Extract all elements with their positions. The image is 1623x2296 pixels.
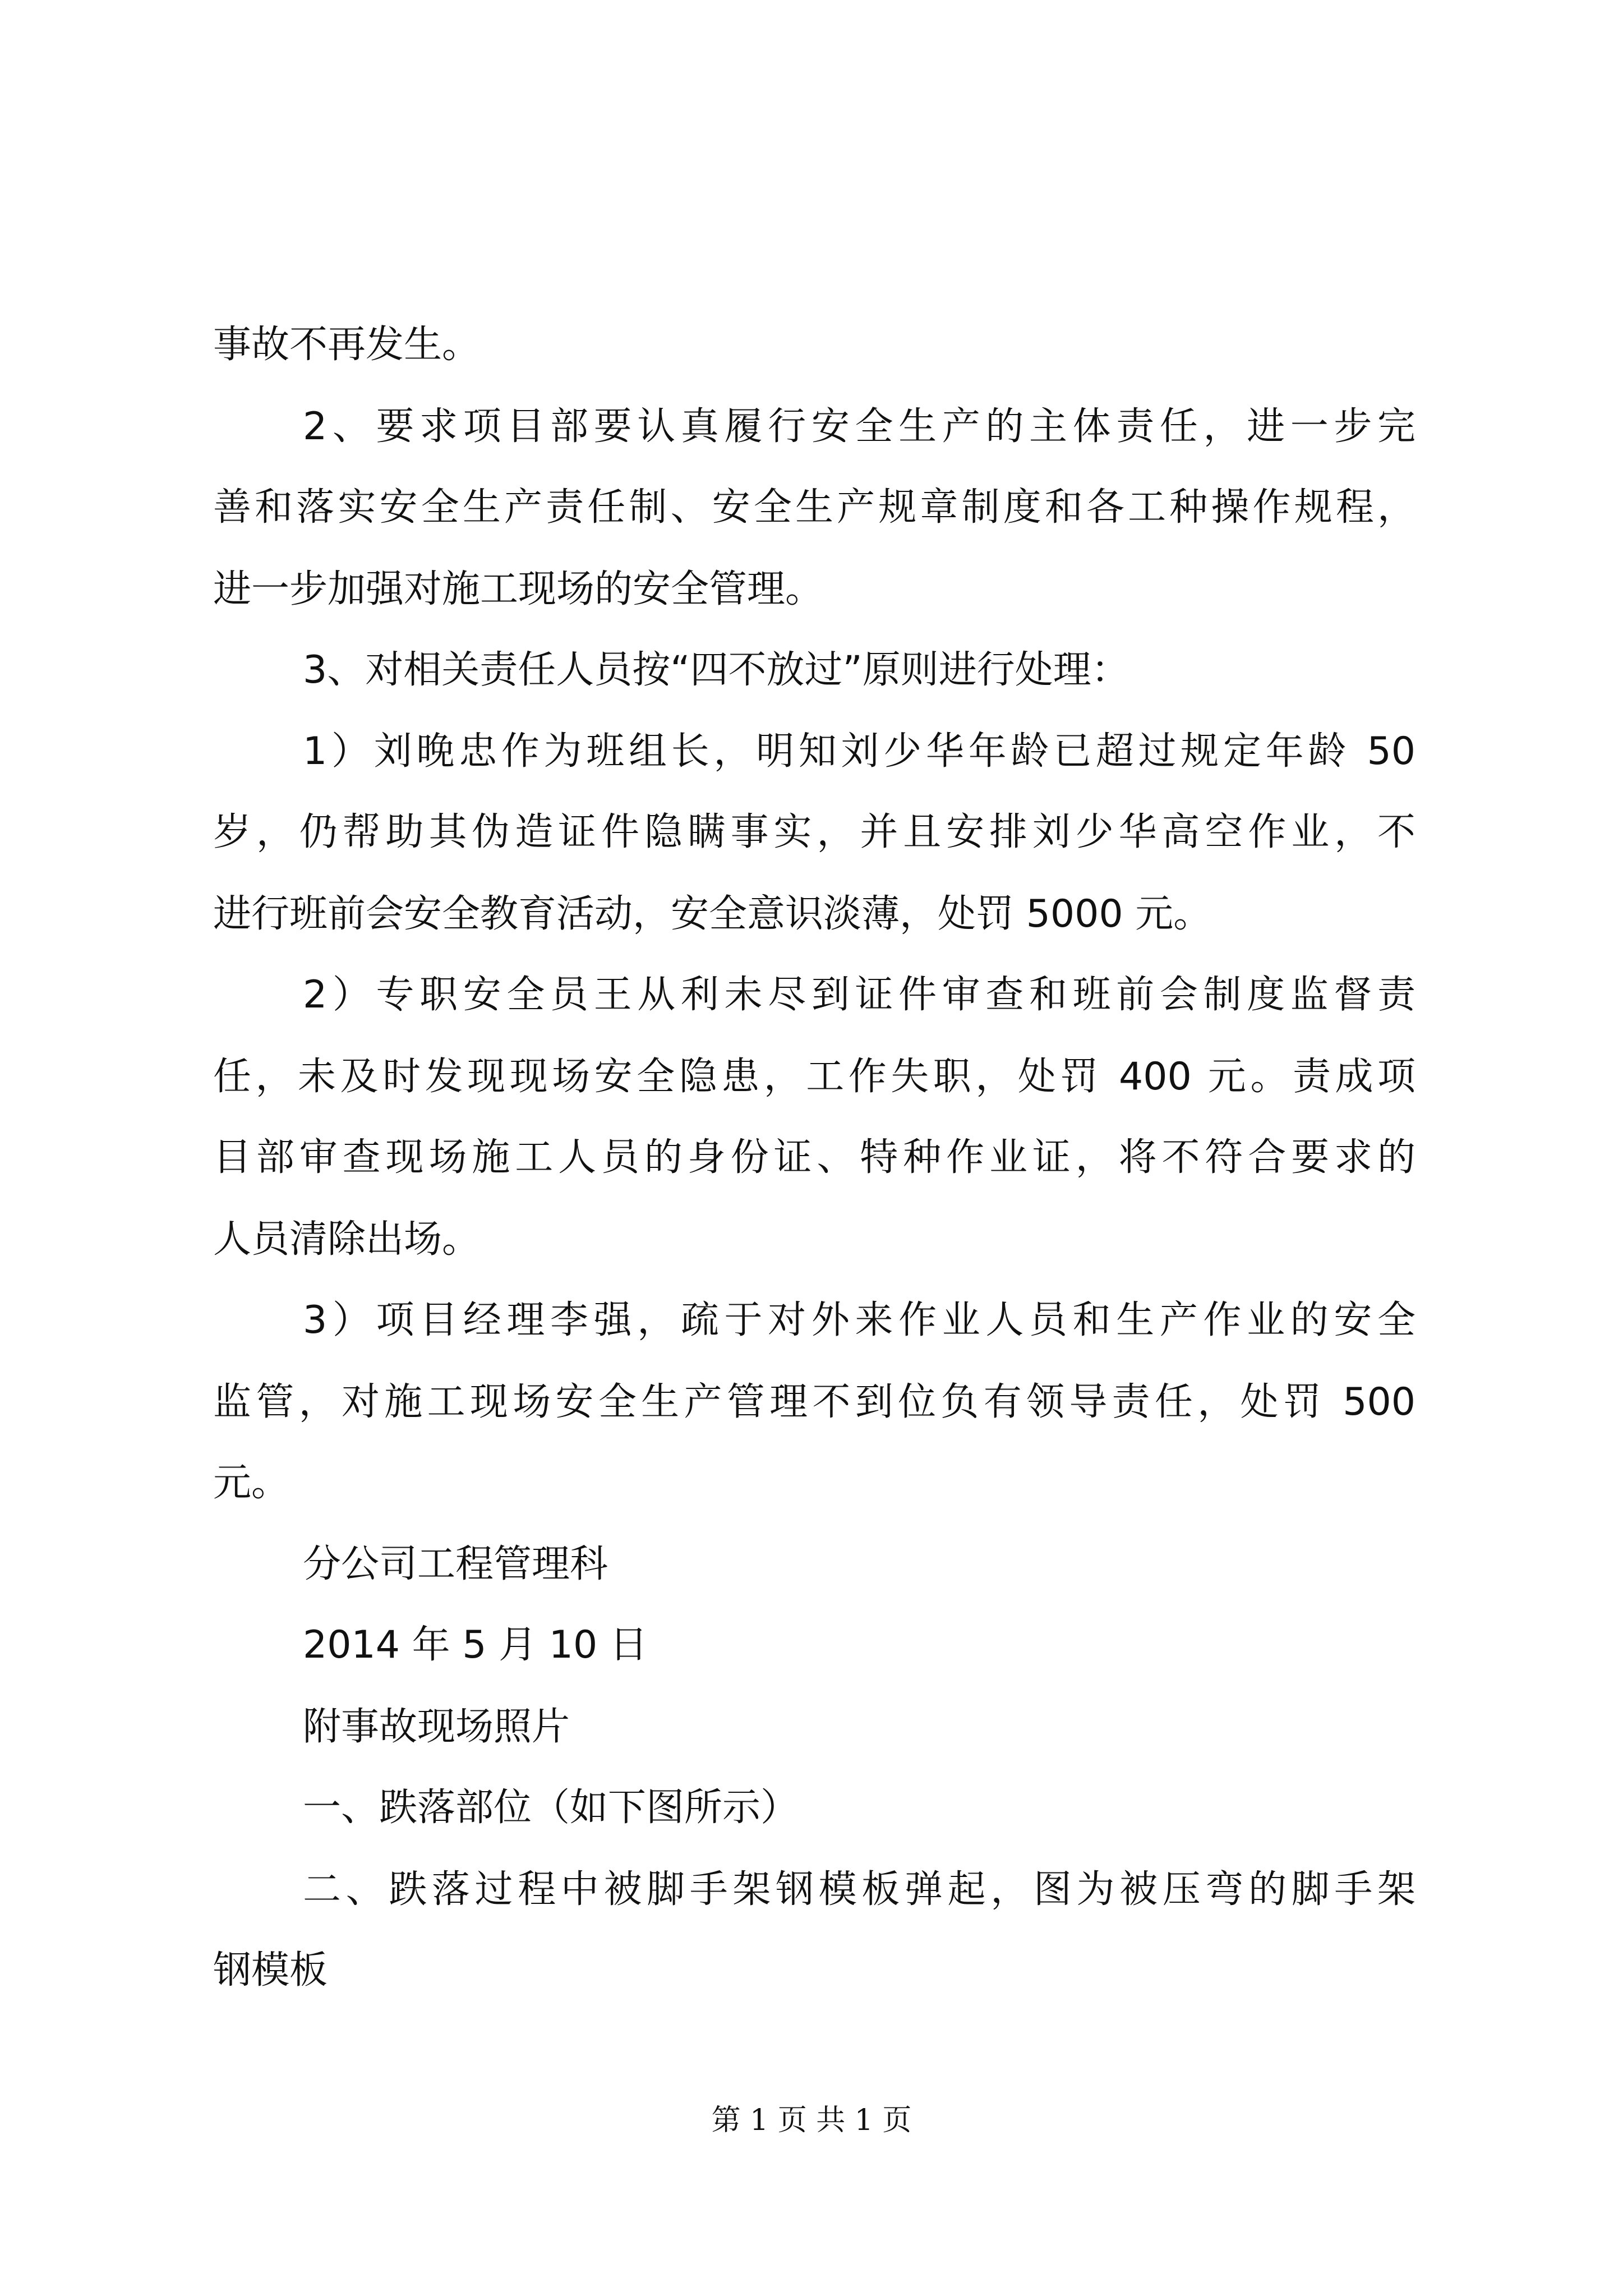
text-line: 进行班前会安全教育活动，安全意识淡薄，处罚 5000 元。: [213, 892, 1212, 936]
text-line: 3、对相关责任人员按“四不放过”原则进行处理：: [303, 648, 1129, 692]
text-line: 二、跌落过程中被脚手架钢模板弹起，图为被压弯的脚手架: [303, 1867, 1415, 1912]
text-line: 1）刘晚忠作为班组长，明知刘少华年龄已超过规定年龄 50: [303, 729, 1415, 774]
text-line: 元。: [213, 1461, 290, 1505]
attachment-heading: 附事故现场照片: [303, 1705, 570, 1749]
text-line: 2）专职安全员王从利未尽到证件审查和班前会制度监督责: [303, 973, 1415, 1017]
text-line: 钢模板: [213, 1948, 328, 1993]
text-line: 善和落实安全生产责任制、安全生产规章制度和各工种操作规程，: [213, 485, 1415, 530]
text-line: 事故不再发生。: [213, 323, 481, 367]
page-footer: 第 1 页 共 1 页: [711, 2104, 912, 2137]
text-line: 任，未及时发现现场安全隐患，工作失职，处罚 400 元。责成项: [213, 1055, 1415, 1099]
text-line: 监管，对施工现场安全生产管理不到位负有领导责任，处罚 500: [213, 1380, 1415, 1424]
text-line: 岁，仍帮助其伪造证件隐瞒事实，并且安排刘少华高空作业，不: [213, 810, 1415, 854]
text-line: 3）项目经理李强，疏于对外来作业人员和生产作业的安全: [303, 1298, 1415, 1342]
signature-date: 2014 年 5 月 10 日: [303, 1623, 648, 1667]
text-line: 人员清除出场。: [213, 1217, 481, 1262]
signature-department: 分公司工程管理科: [303, 1542, 608, 1586]
text-line: 一、跌落部位（如下图所示）: [303, 1786, 799, 1830]
text-line: 进一步加强对施工现场的安全管理。: [213, 567, 824, 611]
text-line: 2、要求项目部要认真履行安全生产的主体责任，进一步完: [303, 404, 1415, 449]
text-line: 目部审查现场施工人员的身份证、特种作业证，将不符合要求的: [213, 1135, 1415, 1180]
